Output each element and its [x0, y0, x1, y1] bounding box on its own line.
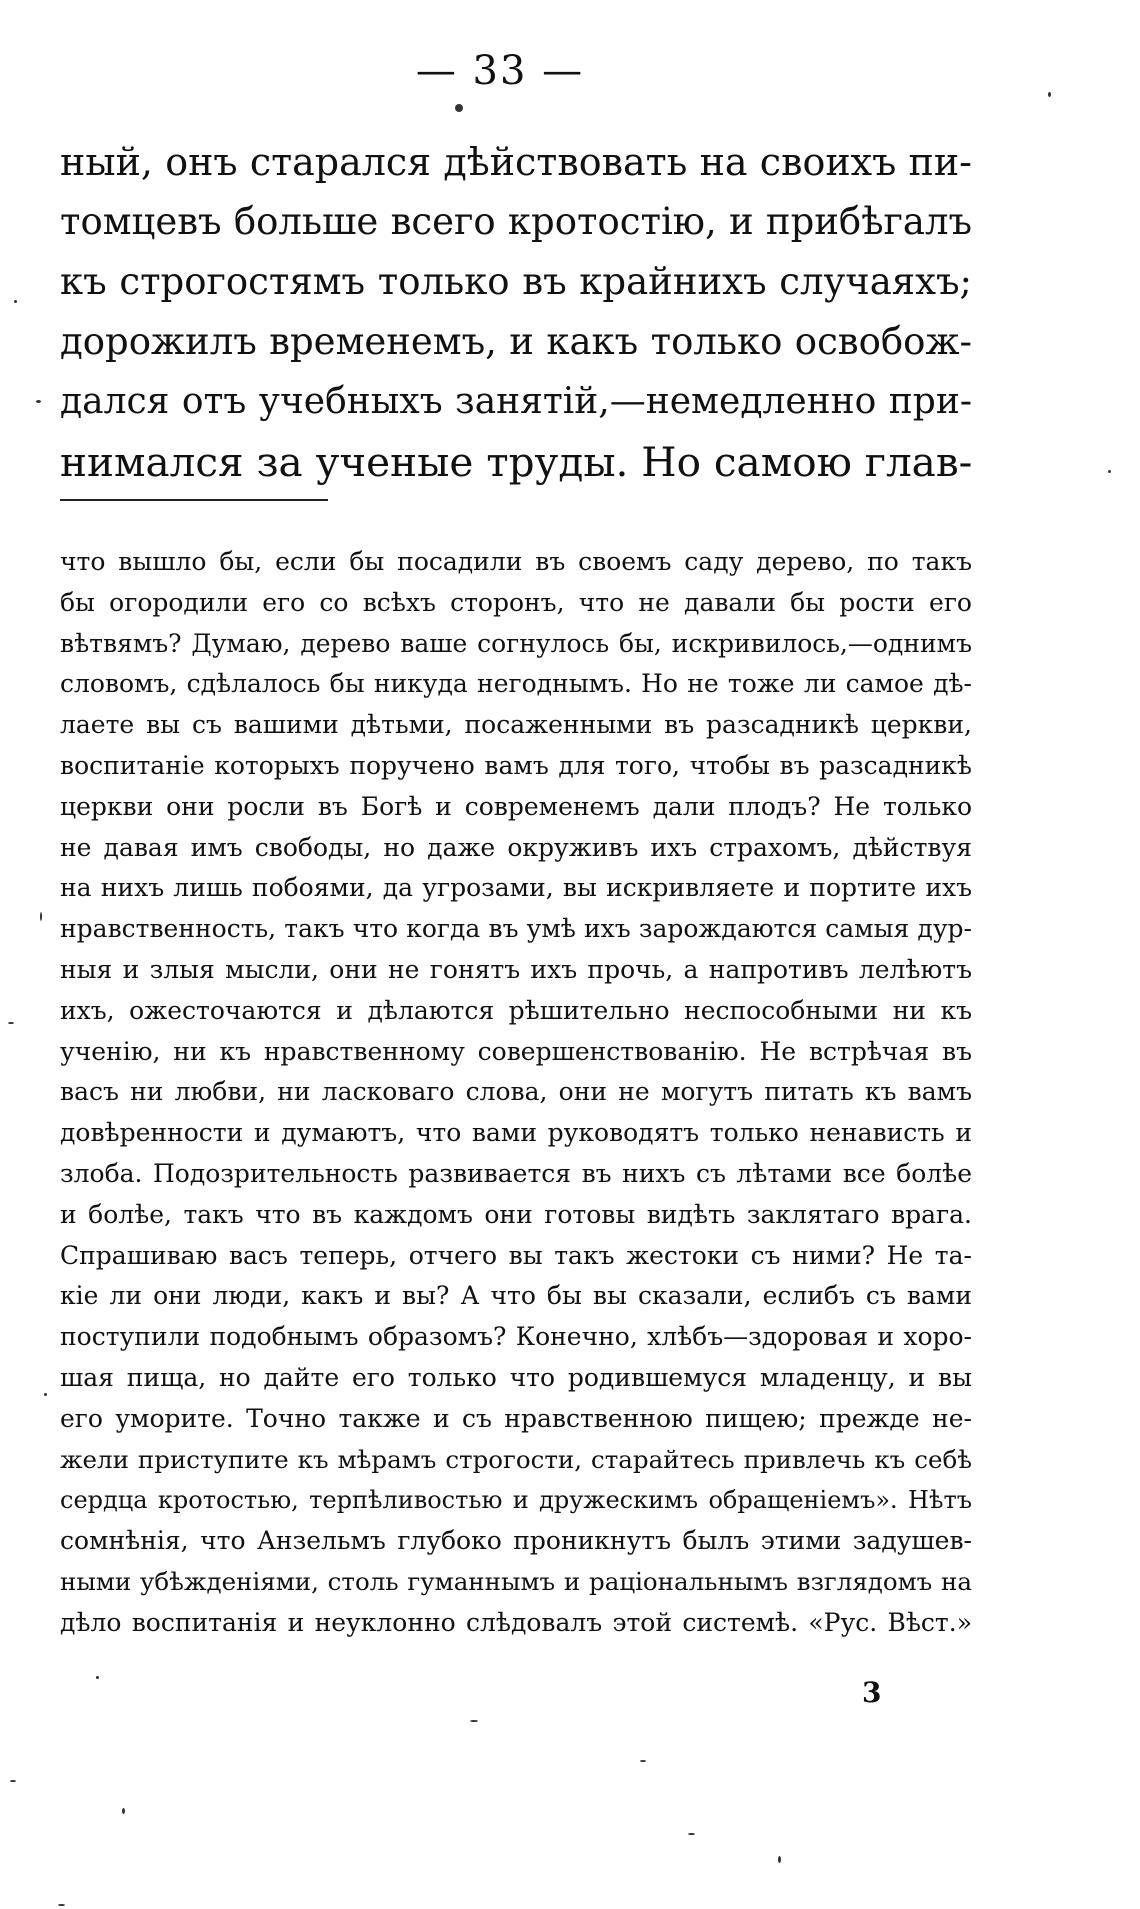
- footnote-line: воспитаніе которыхъ поручено вамъ для того, чтобы въ разсадникѣ: [60, 750, 972, 780]
- scan-speck: [8, 1022, 14, 1024]
- scan-speck: [470, 1720, 478, 1722]
- scan-speck: [44, 1393, 47, 1396]
- footnote-line: Спрашиваю васъ теперь, отчего вы такъ жестоки съ ними? Не та-: [60, 1240, 972, 1270]
- footnote-line: ныя и злыя мысли, они не гонятъ ихъ прочь, а напротивъ лелѣютъ: [60, 954, 972, 984]
- footnote-line: и болѣе, такъ что въ каждомъ они готовы видѣть заклятаго врага.: [60, 1199, 972, 1229]
- page-number: — 33 —: [415, 48, 585, 94]
- scan-speck: [1048, 92, 1051, 97]
- scan-speck: [14, 300, 17, 303]
- footnote-line: бы огородили его со всѣхъ сторонъ, что не давали бы рости его: [60, 587, 972, 617]
- footnote-line: довѣренности и думаютъ, что вами руководятъ только ненависть и: [60, 1118, 972, 1148]
- footnote-divider: [60, 499, 328, 501]
- footnote-line: нравственность, такъ что когда въ умѣ ихъ зарождаются самыя дур-: [60, 914, 972, 944]
- scan-speck: [455, 104, 463, 112]
- footnote: [60, 542, 972, 1644]
- scan-speck: [10, 1780, 16, 1782]
- scan-speck: [96, 1676, 99, 1679]
- footnote-line: ными убѣжденіями, столь гуманнымъ и раціональнымъ взглядомъ на: [60, 1566, 972, 1596]
- footnote-line: поступили подобнымъ образомъ? Конечно, хлѣбъ—здоровая и хоро-: [60, 1322, 972, 1352]
- scan-speck: [36, 400, 41, 403]
- footnote-line: ученію, ни къ нравственному совершенствованію. Не встрѣчая въ: [60, 1036, 972, 1066]
- main-text-line: нимался за ученые труды. Но самою глав-: [60, 438, 972, 486]
- main-text-line: дался отъ учебныхъ занятій,—немедленно при-: [60, 381, 972, 422]
- footnote-line: васъ ни любви, ни ласковаго слова, они не могутъ питать къ вамъ: [60, 1077, 972, 1107]
- footnote-line: кіе ли они люди, какъ и вы? А что бы вы сказали, еслибъ съ вами: [60, 1281, 972, 1311]
- scan-speck: [640, 1760, 646, 1762]
- scan-speck: [688, 1833, 695, 1835]
- main-text-line: къ строгостямъ только въ крайнихъ случаяхъ;: [60, 260, 972, 303]
- footnote-line: на нихъ лишь побоями, да угрозами, вы искривляете и портите ихъ: [60, 873, 972, 903]
- main-text: [60, 132, 972, 492]
- footnote-line: дѣло воспитанія и неуклонно слѣдовалъ этой системѣ. «Рус. Вѣст.»: [60, 1607, 972, 1637]
- main-text-line: томцевъ больше всего кротостію, и прибѣгалъ: [60, 200, 972, 243]
- footnote-line: вѣтвямъ? Думаю, дерево ваше согнулось бы, искривилось,—однимъ: [60, 628, 972, 658]
- footnote-line: его уморите. Точно также и съ нравственною пищею; прежде не-: [60, 1403, 972, 1433]
- footnote-line: церкви они росли въ Богѣ и современемъ дали плодъ? Не только: [60, 791, 972, 821]
- footnote-line: сердца кротостью, терпѣливостью и дружескимъ обращеніемъ». Нѣтъ: [60, 1486, 972, 1515]
- footnote-line: словомъ, сдѣлалось бы никуда негоднымъ. Но не тоже ли самое дѣ-: [60, 669, 972, 699]
- main-text-line: ный, онъ старался дѣйствовать на своихъ пи-: [60, 140, 972, 184]
- footnote-line: ихъ, ожесточаются и дѣлаются рѣшительно неспособными ни къ: [60, 995, 972, 1025]
- scan-speck: [40, 912, 42, 921]
- footnote-line: что вышло бы, если бы посадили въ своемъ саду дерево, по такъ: [60, 547, 972, 576]
- scan-speck: [58, 1904, 65, 1906]
- signature-mark: 3: [862, 1676, 882, 1709]
- footnote-line: злоба. Подозрительность развивается въ нихъ съ лѣтами все болѣе: [60, 1158, 972, 1188]
- main-text-line: дорожилъ временемъ, и какъ только освобож-: [60, 320, 972, 363]
- footnote-line: сомнѣнія, что Анзельмъ глубоко проникнутъ былъ этими задушев-: [60, 1526, 972, 1556]
- footnote-line: лаете вы съ вашими дѣтьми, посаженными въ разсадникѣ церкви,: [60, 710, 972, 740]
- scan-speck: [122, 1808, 125, 1814]
- footnote-line: не давая имъ свободы, но даже окруживъ ихъ страхомъ, дѣйствуя: [60, 832, 972, 862]
- scan-speck: [778, 1856, 781, 1863]
- scan-speck: [1108, 470, 1111, 473]
- footnote-line: шая пища, но дайте его только что родившемуся младенцу, и вы: [60, 1362, 972, 1392]
- footnote-line: жели приступите къ мѣрамъ строгости, старайтесь привлечь къ себѣ: [60, 1444, 972, 1474]
